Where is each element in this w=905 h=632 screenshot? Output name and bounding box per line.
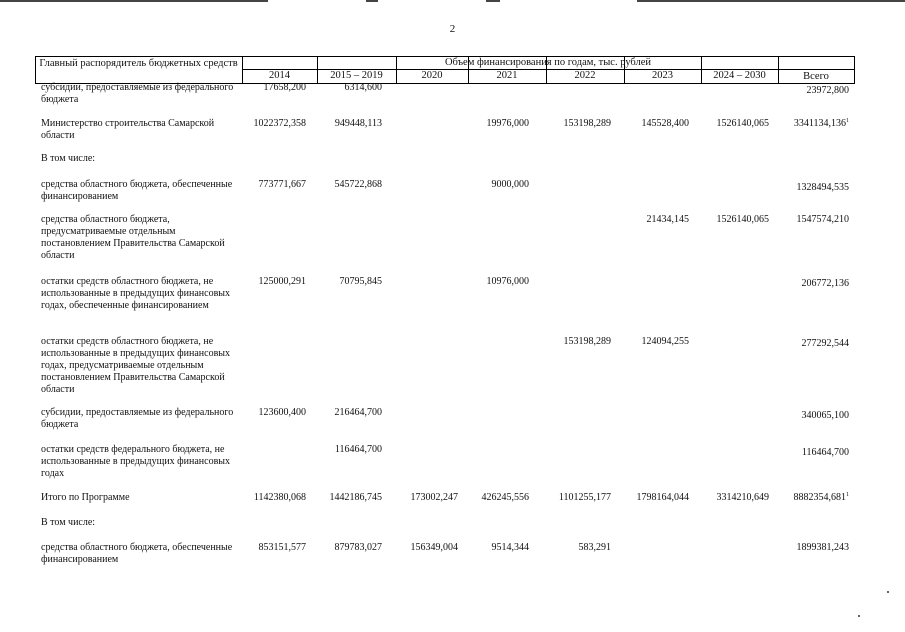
cell-2024-2030: 1526140,065 [716, 118, 769, 129]
cell-2022: 1101255,177 [558, 492, 611, 503]
row-label: В том числе: [41, 153, 96, 164]
header-year: 2023 [652, 70, 673, 81]
cell-2014: 123600,400 [258, 407, 306, 418]
cell-total: 8882354,681$^1$ [793, 492, 849, 503]
cell-2015-2019: 6314,600 [344, 82, 382, 93]
cell-2014: 17658,200 [263, 82, 306, 93]
cell-2024-2030: 3314210,649 [716, 492, 769, 503]
row-label: субсидии, предоставляемые из федерального бюджета [41, 407, 234, 430]
cell-2014: 773771,667 [258, 179, 306, 190]
row-label: В том числе: [41, 517, 96, 528]
table-header [35, 56, 855, 84]
cell-total: 340065,100 [801, 410, 849, 421]
header-year: 2014 [269, 70, 290, 81]
header-year: 2024 – 2030 [713, 70, 766, 81]
header-year: 2022 [574, 70, 596, 81]
cell-2014: 125000,291 [258, 276, 306, 287]
cell-2015-2019: 216464,700 [334, 407, 382, 418]
cell-2015-2019: 949448,113 [334, 118, 382, 129]
cell-2023: 1798164,044 [636, 492, 689, 503]
scan-top-edge [0, 0, 905, 2]
row-label: остатки средств областного бюджета, не использованные в предыдущих финансовых годах, обеспеченные финансированием [41, 276, 231, 311]
cell-2021: 426245,556 [481, 492, 529, 503]
header-funding-title: Объем финансирования по годам, тыс. рублей [444, 57, 652, 68]
cell-total: 3341134,136$^1$ [793, 118, 849, 129]
cell-total: 1547574,210 [796, 214, 849, 225]
cell-total: 116464,700 [801, 447, 849, 458]
cell-2021: 9000,000 [491, 179, 529, 190]
header-year: 2020 [421, 70, 443, 81]
cell-2024-2030: 1526140,065 [716, 214, 769, 225]
row-label: средства областного бюджета, обеспеченные финансированием [41, 542, 233, 565]
header-distributor: Главный распорядитель бюджетных средств [39, 58, 238, 69]
row-label: Министерство строительства Самарской области [41, 118, 215, 141]
cell-2023: 145528,400 [641, 118, 689, 129]
cell-2015-2019: 545722,868 [334, 179, 382, 190]
cell-total: 1899381,243 [796, 542, 849, 553]
row-label: средства областного бюджета, предусматриваемые отдельным постановлением Правительства Самарской области [41, 214, 225, 261]
cell-2014: 1022372,358 [253, 118, 306, 129]
cell-2014: 853151,577 [258, 542, 306, 553]
cell-total: 23972,800 [806, 85, 849, 96]
row-label: остатки средств областного бюджета, не использованные в предыдущих финансовых годах, предусматриваемые отдельным постановлением Правительства Самарской области [41, 336, 231, 395]
cell-2015-2019: 1442186,745 [329, 492, 382, 503]
row-label: Итого по Программе [41, 492, 130, 503]
cell-total: 277292,544 [801, 338, 849, 349]
cell-total: 1328494,535 [796, 182, 849, 193]
cell-2015-2019: 879783,027 [334, 542, 382, 553]
cell-2023: 21434,145 [646, 214, 689, 225]
row-label: остатки средств федерального бюджета, не использованные в предыдущих финансовых годах [41, 444, 231, 479]
cell-total: 206772,136 [801, 278, 849, 289]
header-year: 2021 [496, 70, 518, 81]
cell-2020: 156349,004 [410, 542, 458, 553]
cell-2022: 153198,289 [563, 336, 611, 347]
cell-2022: 153198,289 [563, 118, 611, 129]
cell-2021: 19976,000 [486, 118, 529, 129]
cell-2020: 173002,247 [410, 492, 458, 503]
header-year: 2015 – 2019 [330, 70, 383, 81]
row-label: субсидии, предоставляемые из федерального бюджета [41, 82, 234, 105]
cell-2022: 583,291 [578, 542, 611, 553]
cell-2021: 9514,344 [491, 542, 529, 553]
header-total: Всего [803, 71, 829, 82]
cell-2023: 124094,255 [641, 336, 689, 347]
scan-speck [887, 591, 889, 593]
cell-2015-2019: 116464,700 [334, 444, 382, 455]
row-label: средства областного бюджета, обеспеченные финансированием [41, 179, 233, 202]
page-number: 2 [449, 23, 456, 35]
scan-speck [858, 615, 860, 617]
cell-2021: 10976,000 [486, 276, 529, 287]
cell-2014: 1142380,068 [253, 492, 306, 503]
cell-2015-2019: 70795,845 [339, 276, 382, 287]
